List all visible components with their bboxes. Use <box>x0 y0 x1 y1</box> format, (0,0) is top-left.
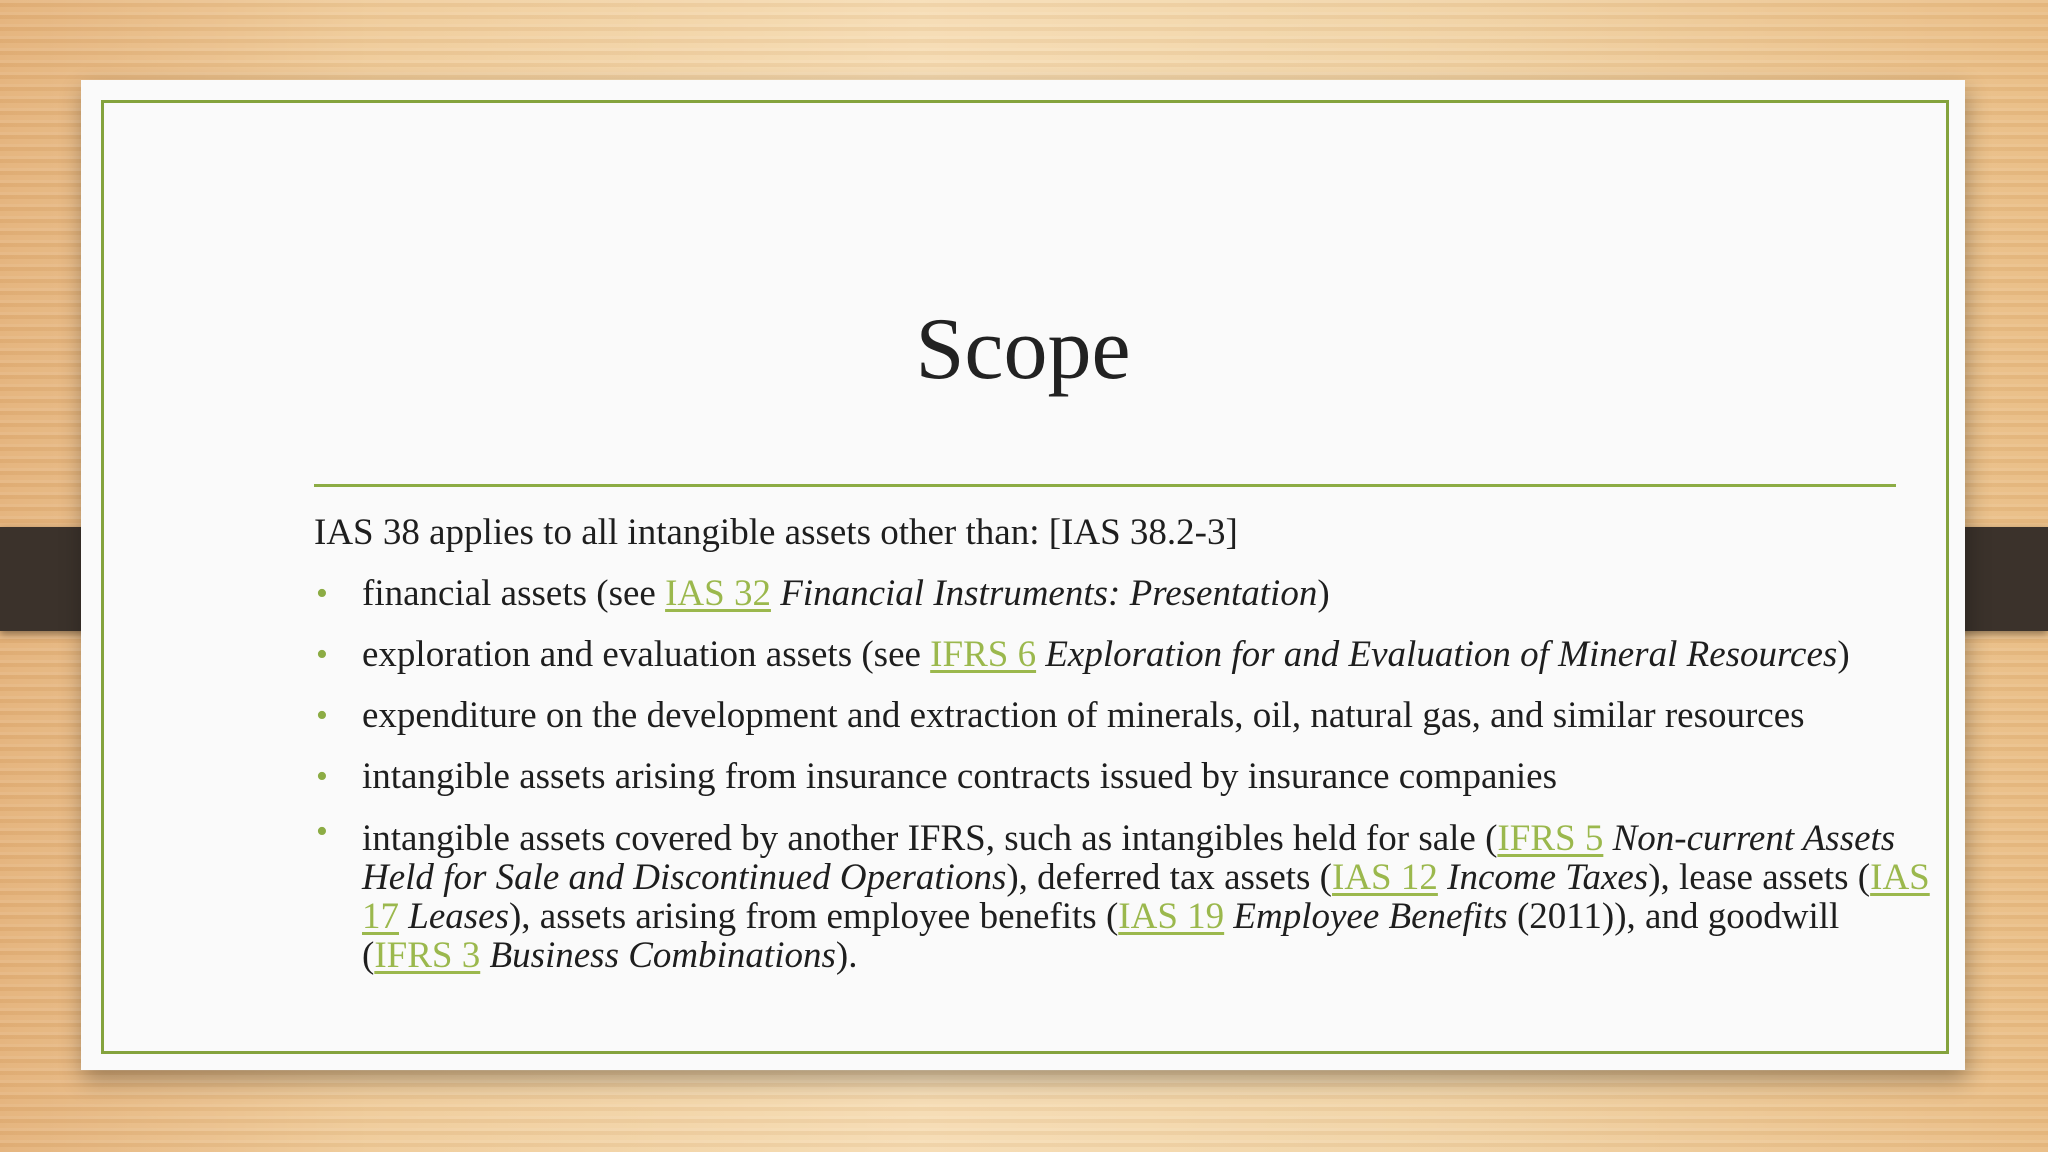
standard-title: Financial Instruments: Presentation <box>780 573 1318 614</box>
bullet-dot-icon: • <box>316 575 328 612</box>
bullet-text: expenditure on the development and extraction of minerals, oil, natural gas, and similar resources <box>362 695 1805 736</box>
title-divider <box>314 484 1896 487</box>
standard-title: Non-current Assets Held for Sale and Discontinued Operations <box>362 818 1896 898</box>
link-ias-32[interactable]: IAS 32 <box>665 573 771 614</box>
bullet-item <box>314 813 1934 975</box>
bullet-dot-icon: • <box>316 758 328 795</box>
bullet-text: financial assets (see <box>362 573 666 614</box>
bullet-text: ) <box>1837 634 1850 675</box>
standard-title: Income Taxes <box>1447 857 1649 898</box>
standard-title: Employee Benefits <box>1233 896 1508 937</box>
link-ifrs-5[interactable]: IFRS 5 <box>1497 818 1604 859</box>
bullet-text: (2011)), and goodwill ( <box>362 896 1840 976</box>
bullet-item <box>314 569 1934 619</box>
intro-text: IAS 38 applies to all intangible assets other than: [IAS 38.2-3] <box>314 512 1238 553</box>
bullet-text: ). <box>835 935 858 976</box>
bullet-dot-icon: • <box>316 636 328 673</box>
bullet-text: intangible assets covered by another IFRS, such as intangibles held for sale ( <box>362 818 1498 859</box>
bullet-text: ) <box>1317 573 1330 614</box>
bullet-dot-icon: • <box>316 813 328 850</box>
slide <box>81 80 1965 1070</box>
bullet-dot-icon: • <box>316 697 328 734</box>
standard-title: Leases <box>408 896 509 937</box>
bullet-item <box>314 691 1934 741</box>
link-ifrs-6[interactable]: IFRS 6 <box>930 634 1037 675</box>
slide-body <box>314 508 1934 986</box>
slide-title: Scope <box>915 301 1131 398</box>
bullet-text: ), deferred tax assets ( <box>1006 857 1333 898</box>
bullet-text: ), lease assets ( <box>1648 857 1871 898</box>
link-ias-12[interactable]: IAS 12 <box>1332 857 1438 898</box>
link-ias-17[interactable]: IAS 17 <box>362 857 1930 937</box>
bullet-text: exploration and evaluation assets (see <box>362 634 931 675</box>
bullet-text: ), assets arising from employee benefits ( <box>508 896 1119 937</box>
bullet-item <box>314 752 1934 802</box>
bullet-text: intangible assets arising from insurance contracts issued by insurance companies <box>362 756 1557 797</box>
standard-title: Business Combinations <box>489 935 836 976</box>
link-ias-19[interactable]: IAS 19 <box>1118 896 1225 937</box>
bullet-list <box>314 569 1934 975</box>
bullet-item <box>314 630 1934 680</box>
standard-title: Exploration for and Evaluation of Mineral Resources <box>1045 634 1838 675</box>
link-ifrs-3[interactable]: IFRS 3 <box>374 935 481 976</box>
